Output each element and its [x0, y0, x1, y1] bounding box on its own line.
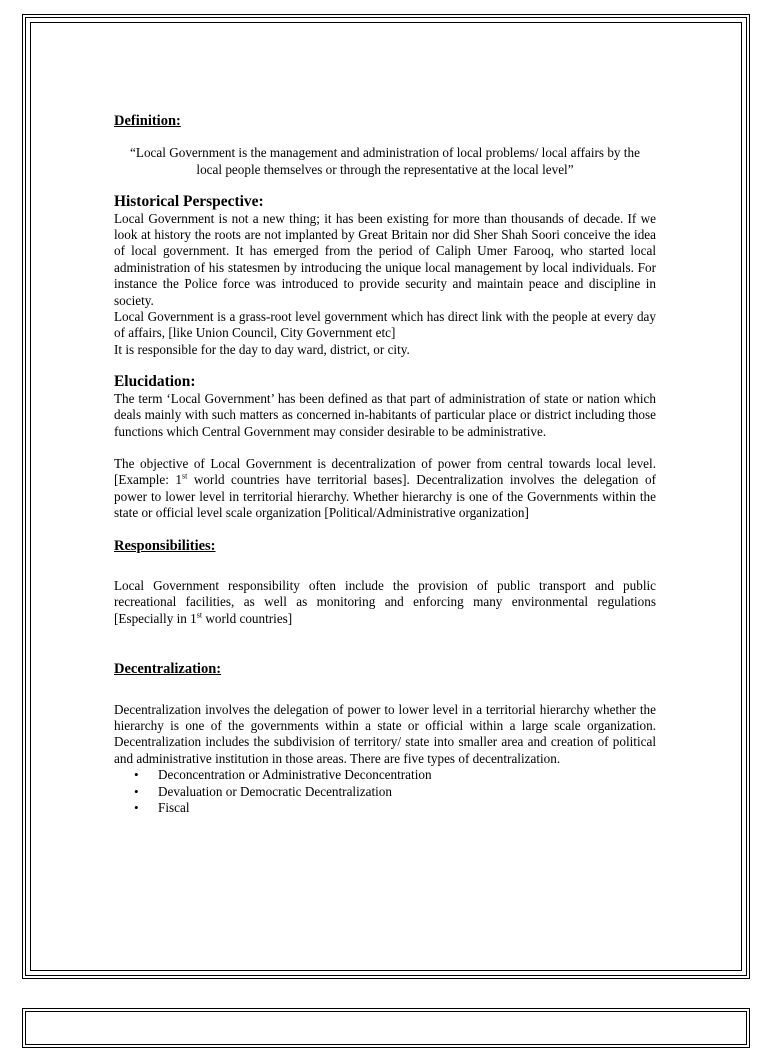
responsibilities-paragraph	[114, 578, 656, 627]
historical-paragraph-2: Local Government is a grass-root level government which has direct link with the people at every day of affairs, [like Union Council, City Government etc]	[114, 309, 656, 341]
historical-heading: Historical Perspective:	[114, 193, 264, 211]
decentralization-types-list	[114, 767, 656, 816]
decentralization-heading: Decentralization:	[114, 661, 222, 678]
decentralization-paragraph: Decentralization involves the delegation of power to lower level in a territorial hierarchy whether the hierarchy is one of the governments within a state or official within a large scale organization. Decentralization includes the subdivision of territory/ state into smaller area and creation of political and administrative institution in those areas. There are five types of decentralization.	[114, 701, 656, 766]
responsibilities-paragraph-end: world countries]	[202, 610, 293, 626]
next-page-border	[22, 1008, 750, 1048]
historical-paragraph-1: Local Government is not a new thing; it has been existing for more than thousands of decade. If we look at history the roots are not implanted by Great Britain nor did Sher Shah Soori conceive the idea of local government. It has emerged from the period of Caliph Umer Farooq, who started local administration of his statesmen by introducing the unique local management by local individuals. For instance the Police force was introduced to provide security and maintain peace and discipline in society.	[114, 210, 656, 308]
elucidation-heading: Elucidation:	[114, 373, 196, 391]
responsibilities-superscript: st	[196, 610, 203, 620]
list-item: • Deconcentration or Administrative Deconcentration	[158, 767, 656, 783]
elucidation-superscript: st	[182, 471, 188, 481]
list-item: • Devaluation or Democratic Decentralization	[158, 784, 656, 800]
definition-quote: “Local Government is the management and administration of local problems/ local affairs by the local people themselves or through the representative at the local level”	[130, 145, 640, 177]
responsibilities-heading: Responsibilities:	[114, 537, 216, 554]
document-body	[114, 113, 656, 816]
historical-paragraph-3: It is responsible for the day to day ward, district, or city.	[114, 341, 410, 357]
responsibilities-paragraph-start: Local Government responsibility often include the provision of public transport and public recreational facilities, as well as monitoring and enforcing many environmental regulations [Especially in 1	[114, 577, 656, 626]
list-item: • Fiscal	[158, 800, 656, 816]
definition-heading: Definition:	[114, 113, 181, 129]
elucidation-paragraph-2-end: world countries have territorial bases]. Decentralization involves the delegation of power to lower level in territorial hierarchy. Whether hierarchy is one of the Governments within the state or official level scale organization [Political/Administrative organization]	[114, 472, 656, 521]
elucidation-paragraph-2-start: The objective of Local Government is decentralization of power from central towards local level. [Example: 1	[114, 455, 656, 488]
elucidation-paragraph-2	[114, 456, 656, 522]
elucidation-paragraph-1: The term ‘Local Government’ has been defined as that part of administration of state or nation which deals mainly with such matters as concerned in-habitants of particular place or district including those functions which Central Government may consider desirable to be administrative.	[114, 390, 656, 439]
